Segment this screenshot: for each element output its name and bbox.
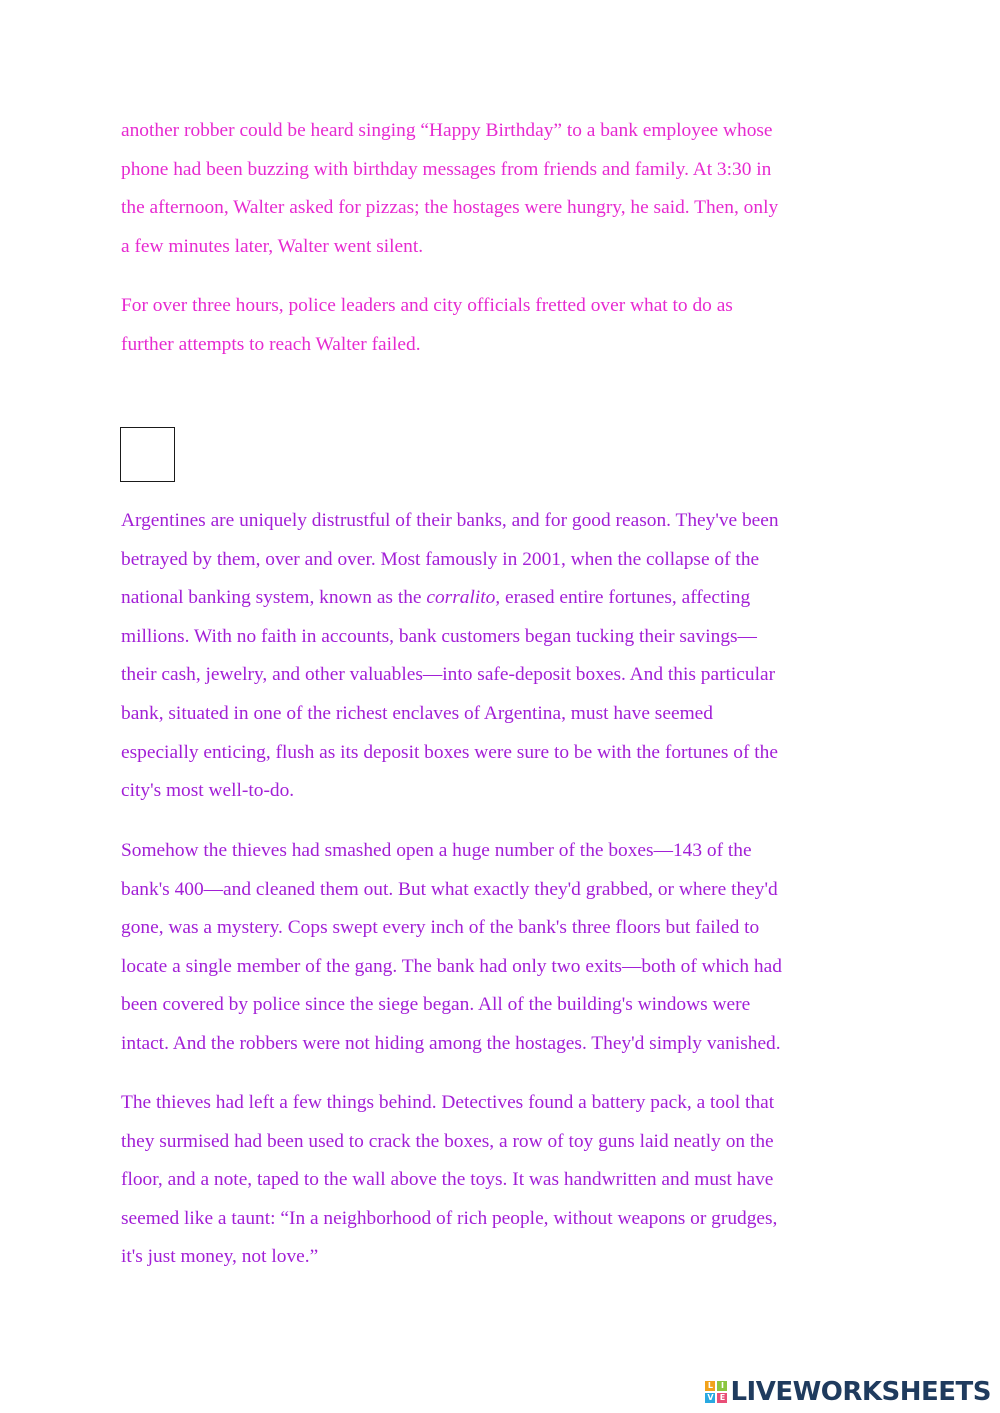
paragraph-line: especially enticing, flush as its deposit boxes were sure to be with the fortunes of the [121, 741, 778, 763]
paragraph-hostage-singing [121, 112, 891, 266]
paragraph-line: bank, situated in one of the richest enclaves of Argentina, must have seemed [121, 702, 713, 724]
paragraph-line: city's most well-to-do. [121, 780, 295, 802]
corralito-term: corralito, [426, 587, 501, 609]
paragraph-line: it's just money, not love.” [121, 1246, 319, 1268]
paragraph-line: locate a single member of the gang. The bank had only two exits—both of which had [121, 955, 782, 977]
paragraph-line: intact. And the robbers were not hiding among the hostages. They'd simply vanished. [121, 1032, 781, 1054]
paragraph-line: the afternoon, Walter asked for pizzas; the hostages were hungry, he said. Then, only [121, 197, 779, 219]
paragraph-line: Somehow the thieves had smashed open a huge number of the boxes—143 of the [121, 840, 752, 861]
paragraph-line: seemed like a taunt: “In a neighborhood of rich people, without weapons or grudges, [121, 1207, 778, 1229]
paragraph-line: Argentines are uniquely distrustful of their banks, and for good reason. They've been [121, 510, 779, 531]
paragraph-line: bank's 400—and cleaned them out. But what exactly they'd grabbed, or where they'd [121, 878, 778, 900]
paragraph-line: floor, and a note, taped to the wall above the toys. It was handwritten and must have [121, 1169, 774, 1191]
logo-mark-tile: I [717, 1381, 727, 1391]
line-text: erased entire fortunes, affecting [500, 587, 751, 609]
paragraph-thieves-vanished [121, 832, 891, 1064]
paragraph-line: they surmised had been used to crack the boxes, a row of toy guns laid neatly on the [121, 1130, 774, 1152]
liveworksheets-logo-mark [705, 1381, 727, 1403]
answer-input-box[interactable] [120, 427, 175, 482]
paragraph-argentines-banks [121, 502, 891, 811]
paragraph-things-left-behind [121, 1084, 891, 1277]
paragraph-line: betrayed by them, over and over. Most famously in 2001, when the collapse of the [121, 548, 760, 570]
liveworksheets-logo-text: LIVEWORKSHEETS [730, 1377, 991, 1407]
line-text: national banking system, known as the [121, 587, 427, 609]
logo-mark-tile: V [707, 1393, 714, 1402]
logo-mark-tile: E [717, 1393, 727, 1403]
paragraph-line: The thieves had left a few things behind. Detectives found a battery pack, a tool that [121, 1092, 775, 1113]
paragraph-line: a few minutes later, Walter went silent. [121, 235, 424, 257]
paragraph-line: been covered by police since the siege began. All of the building's windows were [121, 994, 751, 1016]
paragraph-line: another robber could be heard singing “Happy Birthday” to a bank employee whose [121, 120, 773, 141]
paragraph-line: millions. With no faith in accounts, bank customers began tucking their savings— [121, 625, 757, 647]
paragraph-line-corralito [121, 579, 891, 618]
liveworksheets-logo [705, 1375, 991, 1409]
paragraph-line: phone had been buzzing with birthday messages from friends and family. At 3:30 in [121, 158, 772, 180]
paragraph-officials-fretted [121, 287, 891, 364]
paragraph-line: gone, was a mystery. Cops swept every inch of the bank's three floors but failed to [121, 917, 760, 939]
logo-mark-tile: L [705, 1381, 715, 1391]
paragraph-line: further attempts to reach Walter failed. [121, 333, 421, 355]
paragraph-line: their cash, jewelry, and other valuables—into safe-deposit boxes. And this particular [121, 664, 776, 686]
paragraph-line: For over three hours, police leaders and city officials fretted over what to do as [121, 295, 733, 316]
